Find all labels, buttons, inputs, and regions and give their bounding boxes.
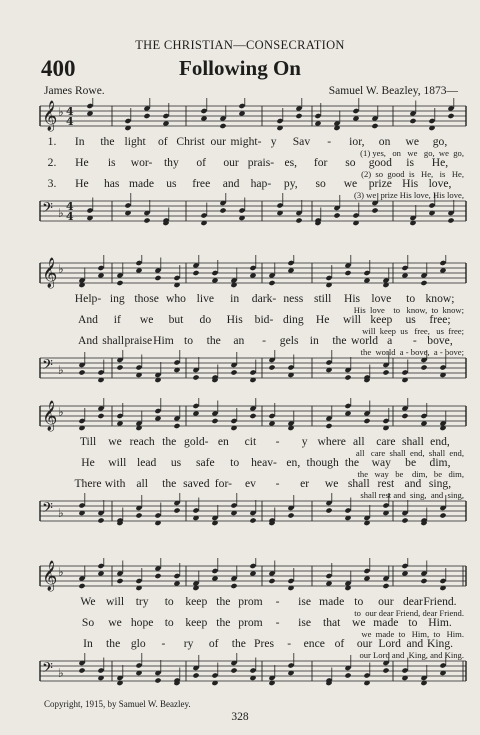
lyric-syllable: might-	[230, 135, 262, 148]
bass-clef-icon: 𝄢	[42, 660, 53, 680]
lyric-syllable: keep	[185, 595, 208, 608]
lyric-syllable: reach	[129, 435, 155, 448]
lyric-syllable: gels	[279, 334, 299, 347]
lyric-syllable: Christ	[176, 135, 205, 148]
lyric-syllable: our	[378, 595, 394, 608]
lyric-syllable: love	[371, 292, 392, 305]
lyric-syllable: to	[408, 616, 418, 629]
lyric-syllable: all	[136, 477, 148, 490]
lyric-syllable: has	[103, 177, 120, 190]
lyric-syllable: And	[78, 334, 98, 347]
bass-staff	[0, 350, 480, 394]
lyric-syllable: on	[378, 135, 391, 148]
treble-clef-icon: 𝄞	[42, 401, 58, 431]
lyric-syllable: He	[75, 156, 89, 169]
lyric-syllable: the	[162, 435, 177, 448]
lyric-syllable: made	[319, 595, 345, 608]
echo-lyric: to our dear Friend, dear Friend.	[354, 608, 464, 618]
treble-clef-icon: 𝄞	[42, 101, 58, 131]
lyric-syllable: In	[74, 135, 85, 148]
echo-lyric: (1) yes, on we go, we go,	[360, 148, 464, 158]
lyric-syllable: live	[196, 292, 215, 305]
lyric-syllable: we	[405, 135, 420, 148]
lyric-syllable: glo	[130, 637, 146, 650]
verse-number: 2.	[47, 156, 57, 169]
lyric-syllable: way	[371, 456, 391, 469]
lyric-syllable: -	[161, 637, 166, 650]
echo-lyric: our Lord and King, and King.	[359, 650, 464, 660]
lyric-syllable: to	[164, 616, 174, 629]
lyric-syllable: Till	[79, 435, 97, 448]
lyric-syllable: So	[81, 616, 95, 629]
lyric-syllable: but	[168, 313, 184, 326]
svg-text:4: 4	[66, 105, 74, 118]
lyric-syllable: gold-	[184, 435, 209, 448]
treble-clef-icon: 𝄞	[42, 258, 58, 288]
lyric-syllable: prais-	[247, 156, 275, 169]
lyricist: James Rowe.	[44, 85, 105, 97]
lyric-syllable: -	[327, 135, 332, 148]
svg-text:4: 4	[66, 115, 74, 128]
bass-clef-icon: 𝄢	[42, 357, 53, 377]
lyric-syllable: ev	[244, 477, 256, 490]
lyric-syllable: the	[100, 135, 115, 148]
lyric-syllable: love,	[428, 177, 452, 190]
lyric-syllable: we	[108, 435, 122, 448]
flat-key-signature-icon: ♭	[58, 262, 64, 276]
lyric-syllable: our	[356, 637, 373, 650]
lyric-syllable: free	[192, 177, 211, 190]
lyric-syllable: His	[343, 292, 361, 305]
lyric-syllable: know;	[425, 292, 455, 305]
bass-clef-icon: 𝄢	[42, 200, 53, 220]
echo-lyric: all care shall end, shall end,	[355, 448, 464, 458]
lyric-syllable: saved	[183, 477, 210, 490]
lyric-syllable: of	[208, 637, 219, 650]
echo-lyric: (3) we prize His love, His love,	[353, 190, 464, 200]
lyric-syllable: Help-	[74, 292, 102, 305]
lyric-syllable: prom	[238, 616, 263, 629]
lyric-syllable: who	[166, 292, 186, 305]
lyric-syllable: hope	[130, 616, 154, 629]
lyric-syllable: safe	[195, 456, 215, 469]
lyric-syllable: our	[210, 135, 227, 148]
lyric-syllable: light	[124, 135, 146, 148]
echo-lyric: His love to know, to know;	[353, 305, 464, 315]
lyric-syllable: the	[162, 477, 177, 490]
lyric-syllable: ry	[183, 637, 194, 650]
lyric-syllable: There	[74, 477, 102, 490]
hymn-number: 400	[41, 56, 76, 81]
lyric-syllable: He	[81, 456, 95, 469]
lyric-syllable: ence	[303, 637, 325, 650]
lyric-syllable: and	[406, 637, 424, 650]
lyric-syllable: He	[75, 177, 89, 190]
verse-number: 1.	[47, 135, 57, 148]
lyric-syllable: en,	[286, 456, 301, 469]
echo-lyric: will keep us free, us free;	[362, 326, 464, 336]
lyric-syllable: go,	[432, 135, 448, 148]
lyric-syllable: hap-	[250, 177, 272, 190]
lyric-syllable: In	[83, 637, 93, 650]
lyric-syllable: the	[332, 334, 347, 347]
lyric-syllable: and	[404, 477, 422, 490]
lyric-syllable: in	[230, 292, 240, 305]
echo-lyric: the world a - bove, a - bove;	[360, 347, 464, 357]
lyric-syllable: is	[406, 156, 415, 169]
lyric-syllable: y	[301, 435, 308, 448]
lyric-syllable: be	[405, 456, 417, 469]
lyric-syllable: ding	[283, 313, 304, 326]
treble-clef-icon: 𝄞	[42, 561, 58, 591]
lyric-syllable: an	[233, 334, 245, 347]
lyric-syllable: to	[230, 456, 240, 469]
verse-number: 3.	[47, 177, 57, 190]
lyric-syllable: and	[222, 177, 240, 190]
lyric-syllable: us	[166, 177, 177, 190]
lyric-syllable: with	[104, 477, 126, 490]
lyric-syllable: He	[315, 313, 330, 326]
lyric-syllable: us	[405, 313, 416, 326]
lyric-syllable: shall	[102, 334, 125, 347]
lyric-syllable: made	[128, 177, 155, 190]
lyric-syllable: -	[275, 616, 280, 629]
lyric-syllable: -	[275, 595, 280, 608]
lyric-syllable: free;	[429, 313, 451, 326]
lyric-syllable: prize	[368, 177, 392, 190]
lyric-syllable: His	[402, 177, 419, 190]
lyric-syllable: care	[376, 435, 396, 448]
lyric-syllable: dim,	[429, 456, 451, 469]
lyric-syllable: Sav	[292, 135, 311, 148]
bass-staff	[0, 653, 480, 697]
running-head: THE CHRISTIAN—CONSECRATION	[135, 38, 345, 52]
lyric-syllable: good	[368, 156, 392, 169]
lyric-syllable: so	[345, 156, 356, 169]
lyric-syllable: Lord	[378, 637, 401, 650]
lyric-syllable: -	[287, 637, 292, 650]
lyric-syllable: keep	[185, 616, 208, 629]
lyric-syllable: ior,	[349, 135, 365, 148]
page-number: 328	[231, 711, 249, 723]
lyric-syllable: those	[134, 292, 159, 305]
lyric-syllable: -	[262, 334, 266, 347]
lyric-syllable: Him	[153, 334, 174, 347]
lyric-syllable: to	[354, 595, 364, 608]
lyric-syllable: world	[351, 334, 379, 347]
lyric-syllable: Him.	[428, 616, 452, 629]
lyric-syllable: our	[223, 156, 239, 169]
lyric-syllable: His	[226, 313, 243, 326]
lyric-syllable: -	[275, 435, 280, 448]
lyric-syllable: will	[342, 313, 362, 326]
lyric-syllable: en	[217, 435, 229, 448]
lyric-syllable: all	[352, 435, 365, 448]
flat-key-signature-icon: ♭	[58, 105, 64, 119]
flat-key-signature-icon: ♭	[58, 506, 64, 520]
lyric-syllable: to	[164, 595, 174, 608]
lyric-syllable: try	[135, 595, 149, 608]
echo-lyric: shall rest and sing, and sing,	[360, 490, 464, 500]
lyric-syllable: er	[300, 477, 310, 490]
lyric-syllable: shall	[347, 477, 370, 490]
lyric-syllable: ness	[283, 292, 304, 305]
lyric-syllable: heav-	[251, 456, 277, 469]
lyric-syllable: of	[334, 637, 345, 650]
lyric-syllable: the	[106, 637, 121, 650]
lyric-syllable: end,	[430, 435, 450, 448]
lyric-syllable: y	[270, 135, 277, 148]
lyric-syllable: ise	[298, 595, 312, 608]
flat-key-signature-icon: ♭	[58, 405, 64, 419]
flat-key-signature-icon: ♭	[58, 363, 64, 377]
lyric-syllable: Friend.	[423, 595, 457, 608]
lyric-syllable: to	[184, 334, 194, 347]
lyric-syllable: to	[406, 292, 416, 305]
lyric-syllable: the	[216, 595, 231, 608]
lyric-syllable: a	[387, 334, 393, 347]
lyric-syllable: sing,	[428, 477, 452, 490]
composer: Samuel W. Beazley, 1873—	[328, 85, 458, 97]
lyric-syllable: for	[313, 156, 328, 169]
lyric-syllable: bove,	[427, 334, 453, 347]
lyric-syllable: will	[108, 456, 127, 469]
lyric-syllable: so	[315, 177, 326, 190]
lyric-syllable: -	[412, 334, 417, 347]
lyric-syllable: He,	[431, 156, 449, 169]
echo-lyric: we made to Him, to Him.	[361, 629, 464, 639]
lyric-syllable: will	[106, 595, 125, 608]
lyric-syllable: And	[78, 313, 98, 326]
lyric-syllable: for-	[214, 477, 232, 490]
flat-key-signature-icon: ♭	[58, 666, 64, 680]
lyric-syllable: the	[231, 637, 246, 650]
lyric-syllable: in	[309, 334, 319, 347]
lyric-syllable: is	[107, 156, 116, 169]
copyright-notice: Copyright, 1915, by Samuel W. Beazley.	[44, 699, 191, 709]
flat-key-signature-icon: ♭	[58, 565, 64, 579]
lyric-syllable: made	[373, 616, 399, 629]
lyric-syllable: rest	[377, 477, 395, 490]
bass-staff	[0, 193, 480, 237]
lyric-syllable: -	[275, 477, 280, 490]
lyric-syllable: though	[306, 456, 339, 469]
lyric-syllable: ise	[298, 616, 312, 629]
lyric-syllable: do	[199, 313, 212, 326]
echo-lyric: (2) so good is He, is He,	[361, 169, 464, 179]
lyric-syllable: lead	[137, 456, 157, 469]
lyric-syllable: the	[206, 334, 221, 347]
lyric-syllable: King.	[426, 637, 454, 650]
lyric-syllable: py,	[283, 177, 298, 190]
lyric-syllable: dark-	[251, 292, 277, 305]
lyric-syllable: bid-	[254, 313, 274, 326]
lyric-syllable: thy	[163, 156, 179, 169]
bass-clef-icon: 𝄢	[42, 500, 53, 520]
lyric-syllable: we	[352, 616, 366, 629]
svg-text:4: 4	[66, 200, 74, 213]
lyric-syllable: of	[158, 135, 168, 148]
flat-key-signature-icon: ♭	[58, 206, 64, 220]
lyric-syllable: es,	[284, 156, 298, 169]
lyric-syllable: we	[139, 313, 154, 326]
lyric-syllable: the	[216, 616, 231, 629]
lyric-syllable: wor-	[130, 156, 153, 169]
lyric-syllable: keep	[370, 313, 393, 326]
lyric-syllable: the	[344, 456, 360, 469]
echo-lyric: the way be dim, be dim,	[357, 469, 464, 479]
lyric-syllable: Pres	[254, 637, 274, 650]
lyric-syllable: we	[108, 616, 122, 629]
lyric-syllable: we	[343, 177, 358, 190]
lyric-syllable: We	[80, 595, 96, 608]
lyric-syllable: of	[196, 156, 207, 169]
lyric-syllable: where	[317, 435, 346, 448]
lyric-syllable: cit	[244, 435, 257, 448]
bass-staff	[0, 493, 480, 537]
lyric-syllable: praise	[124, 334, 153, 347]
lyric-syllable: us	[170, 456, 182, 469]
lyric-syllable: shall	[401, 435, 424, 448]
svg-text:4: 4	[66, 210, 74, 223]
lyric-syllable: that	[322, 616, 341, 629]
lyric-syllable: ing	[109, 292, 125, 305]
lyric-syllable: if	[113, 313, 121, 326]
lyric-syllable: we	[324, 477, 339, 490]
lyric-syllable: prom	[238, 595, 263, 608]
lyric-syllable: still	[313, 292, 332, 305]
hymn-title: Following On	[179, 56, 301, 80]
lyric-syllable: dear	[402, 595, 423, 608]
